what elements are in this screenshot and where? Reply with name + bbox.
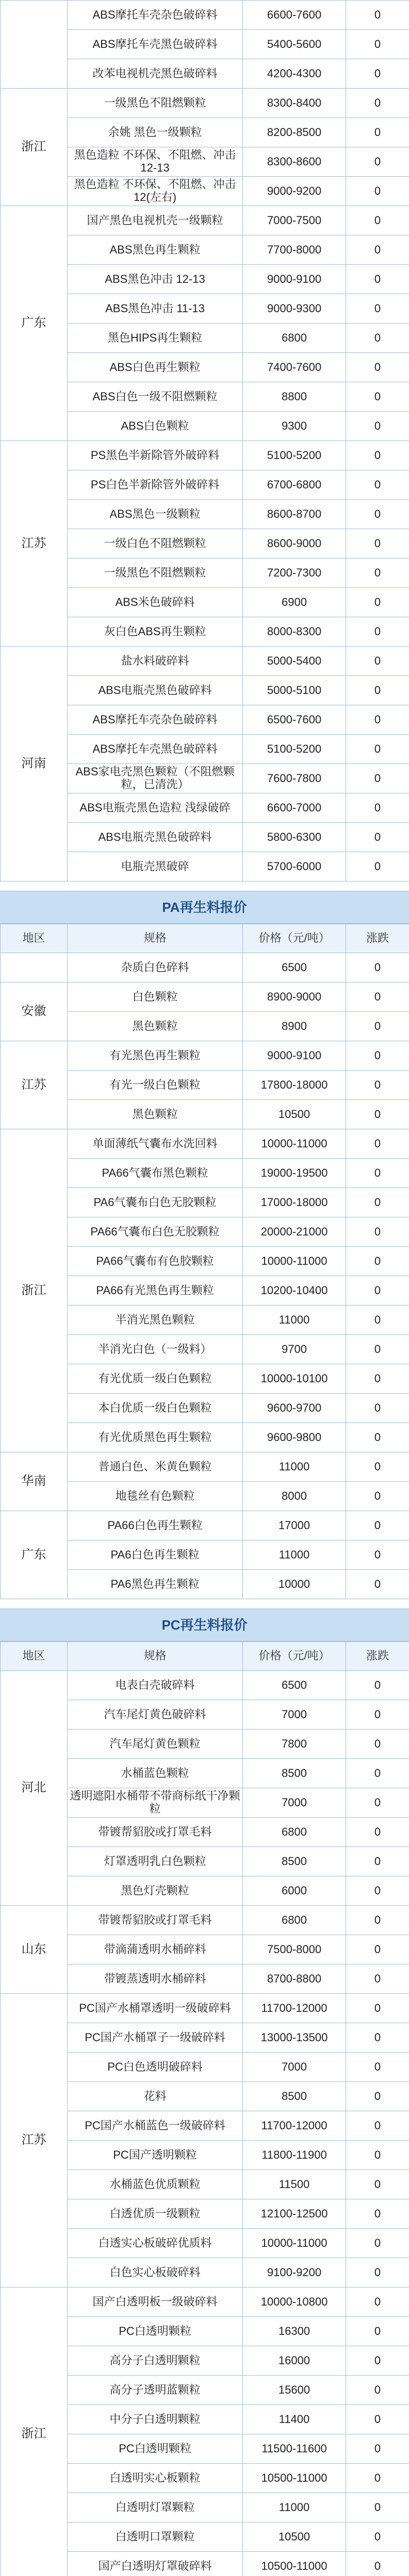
spec-cell: 水桶蓝色颗粒 (68, 1759, 243, 1788)
price-cell: 8600-8700 (243, 500, 346, 529)
price-cell: 7600-7800 (243, 764, 346, 793)
price-cell: 5100-5200 (243, 441, 346, 470)
header-region: 地区 (1, 924, 68, 953)
spec-cell: PC国产透明颗粒 (68, 2141, 243, 2170)
price-cell: 11700-12000 (243, 1994, 346, 2023)
price-cell: 10500-11000 (243, 2464, 346, 2493)
region-cell: 浙江 (1, 89, 68, 206)
spec-cell: 带镀蒸透明水桶碎料 (68, 1964, 243, 1994)
region-cell (1, 1, 68, 89)
change-cell: 0 (346, 2346, 409, 2376)
spec-cell: PS黑色半新除管外破碎料 (68, 441, 243, 470)
change-cell: 0 (346, 1570, 409, 1599)
spec-cell: 一级黑色不阻燃颗粒 (68, 558, 243, 588)
price-cell: 7000-7500 (243, 206, 346, 235)
change-cell: 0 (346, 500, 409, 529)
price-cell: 10000-10800 (243, 2287, 346, 2317)
spec-cell: 国产白透明板一级破碎料 (68, 2287, 243, 2317)
price-cell: 6900 (243, 588, 346, 617)
change-cell: 0 (346, 1906, 409, 1935)
spec-cell: ABS黑色冲击 12-13 (68, 265, 243, 294)
change-cell: 0 (346, 1394, 409, 1423)
table-row (1, 1, 409, 30)
spec-cell: 中分子白透明颗粒 (68, 2405, 243, 2434)
change-cell: 0 (346, 2522, 409, 2552)
price-cell: 10000-10100 (243, 1364, 346, 1394)
table-row (1, 953, 409, 982)
region-cell: 安徽 (1, 982, 68, 1041)
price-cell: 7000 (243, 2053, 346, 2082)
spec-cell: 有光优质一级白色颗粒 (68, 1364, 243, 1394)
header-change: 涨跌 (346, 1642, 409, 1671)
spec-cell: 汽车尾灯黄色破碎料 (68, 1700, 243, 1730)
change-cell: 0 (346, 294, 409, 324)
spec-cell: 带镀帮貂胶或打罩毛料 (68, 1906, 243, 1935)
section-gap (0, 1599, 409, 1608)
price-cell: 16000 (243, 2346, 346, 2376)
region-cell: 河南 (1, 647, 68, 882)
change-cell: 0 (346, 2082, 409, 2111)
price-cell: 7000 (243, 1788, 346, 1818)
spec-cell: 有光优质黑色再生颗粒 (68, 1423, 243, 1452)
change-cell: 0 (346, 1818, 409, 1847)
price-cell: 20000-21000 (243, 1217, 346, 1247)
price-cell: 8300-8600 (243, 147, 346, 177)
change-cell: 0 (346, 2111, 409, 2141)
spec-cell: 黑色造粒 不环保、不阻燃、冲击12-13 (68, 147, 243, 177)
price-cell: 11000 (243, 1452, 346, 1482)
spec-cell: ABS米色破碎料 (68, 588, 243, 617)
price-cell: 11000 (243, 2493, 346, 2522)
change-cell: 0 (346, 1759, 409, 1788)
spec-cell: ABS黑色一级颗粒 (68, 500, 243, 529)
spec-cell: ABS摩托车壳黑色破碎料 (68, 30, 243, 59)
change-cell: 0 (346, 1247, 409, 1276)
region-cell: 江苏 (1, 1041, 68, 1129)
change-cell: 0 (346, 1335, 409, 1364)
spec-cell: PA66有光黑色再生颗粒 (68, 1276, 243, 1306)
change-cell: 0 (346, 30, 409, 59)
change-cell: 0 (346, 1423, 409, 1452)
region-cell: 广东 (1, 1511, 68, 1599)
spec-cell: PA66气囊布黑色颗粒 (68, 1159, 243, 1188)
change-cell: 0 (346, 735, 409, 764)
change-cell: 0 (346, 59, 409, 89)
change-cell: 0 (346, 1788, 409, 1818)
change-cell: 0 (346, 953, 409, 982)
price-cell: 6500 (243, 1671, 346, 1700)
change-cell: 0 (346, 1671, 409, 1700)
change-cell: 0 (346, 793, 409, 823)
spec-cell: 白透明灯罩颗粒 (68, 2493, 243, 2522)
price-cell: 8500 (243, 1847, 346, 1876)
spec-cell: PC白透明颗粒 (68, 2434, 243, 2464)
table-row (1, 2287, 409, 2317)
region-cell: 山东 (1, 1906, 68, 1994)
section-abs (0, 0, 409, 882)
price-cell: 6800 (243, 1818, 346, 1847)
price-cell: 10000-11000 (243, 1247, 346, 1276)
change-cell: 0 (346, 1041, 409, 1071)
spec-cell: 黑色颗粒 (68, 1100, 243, 1129)
table-row (1, 1041, 409, 1071)
change-cell: 0 (346, 2493, 409, 2522)
spec-cell: PA6黑色再生颗粒 (68, 1570, 243, 1599)
spec-cell: 花料 (68, 2082, 243, 2111)
table-row (1, 441, 409, 470)
change-cell: 0 (346, 1012, 409, 1041)
price-cell: 7500-8000 (243, 1935, 346, 1964)
price-cell: 4200-4300 (243, 59, 346, 89)
change-cell: 0 (346, 2141, 409, 2170)
price-cell: 6600-7000 (243, 793, 346, 823)
change-cell: 0 (346, 1100, 409, 1129)
price-cell: 6800 (243, 1906, 346, 1935)
spec-cell: 单面薄纸气囊布水洗回料 (68, 1129, 243, 1159)
spec-cell: 高分子白透明颗粒 (68, 2346, 243, 2376)
price-cell: 8300-8400 (243, 89, 346, 118)
spec-cell: 水桶蓝色优质颗粒 (68, 2170, 243, 2199)
price-cell: 7000 (243, 1700, 346, 1730)
spec-cell: ABS电瓶壳黑色破碎料 (68, 823, 243, 852)
spec-cell: ABS黑色冲击 11-13 (68, 294, 243, 324)
price-cell: 6500 (243, 953, 346, 982)
price-cell: 13000-13500 (243, 2023, 346, 2053)
section-title: PC再生料报价 (0, 1608, 409, 1641)
spec-cell: 带镀帮貂胶或打罩毛料 (68, 1818, 243, 1847)
spec-cell: 黑色颗粒 (68, 1012, 243, 1041)
change-cell: 0 (346, 852, 409, 882)
price-cell: 7200-7300 (243, 558, 346, 588)
price-cell: 8500 (243, 2082, 346, 2111)
region-cell: 浙江 (1, 1129, 68, 1452)
price-cell: 17800-18000 (243, 1071, 346, 1100)
table-row (1, 1906, 409, 1935)
spec-cell: 地毯丝有色颗粒 (68, 1482, 243, 1511)
price-cell: 10500-11000 (243, 2552, 346, 2576)
change-cell: 0 (346, 823, 409, 852)
price-cell: 8900-9000 (243, 982, 346, 1012)
change-cell: 0 (346, 382, 409, 412)
spec-cell: 白透优质一级颗粒 (68, 2199, 243, 2229)
spec-cell: 白色实心板破碎料 (68, 2258, 243, 2287)
change-cell: 0 (346, 1511, 409, 1540)
header-price: 价格（元/吨） (243, 1642, 346, 1671)
price-table (0, 924, 409, 1599)
spec-cell: PA6白色再生颗粒 (68, 1540, 243, 1570)
price-cell: 8000 (243, 1482, 346, 1511)
spec-cell: ABS白色再生颗粒 (68, 353, 243, 382)
spec-cell: 白透明实心板颗粒 (68, 2464, 243, 2493)
price-cell: 9000-9100 (243, 265, 346, 294)
price-cell: 7400-7600 (243, 353, 346, 382)
spec-cell: 盐水料破碎料 (68, 647, 243, 676)
change-cell: 0 (346, 1482, 409, 1511)
change-cell: 0 (346, 1071, 409, 1100)
change-cell: 0 (346, 1994, 409, 2023)
spec-cell: 改苯电视机壳黑色破碎料 (68, 59, 243, 89)
change-cell: 0 (346, 1540, 409, 1570)
price-cell: 10000-11000 (243, 2229, 346, 2258)
change-cell: 0 (346, 2023, 409, 2053)
price-cell: 9000-9300 (243, 294, 346, 324)
change-cell: 0 (346, 147, 409, 177)
change-cell: 0 (346, 558, 409, 588)
table-row (1, 1671, 409, 1700)
section-title: PA再生料报价 (0, 891, 409, 924)
change-cell: 0 (346, 2229, 409, 2258)
spec-cell: 汽车尾灯黄色颗粒 (68, 1730, 243, 1759)
change-cell: 0 (346, 1364, 409, 1394)
region-cell: 广东 (1, 206, 68, 441)
change-cell: 0 (346, 2053, 409, 2082)
spec-cell: PC国产水桶蓝色一级破碎料 (68, 2111, 243, 2141)
spec-cell: PA6气囊布白色无胶颗粒 (68, 1188, 243, 1217)
change-cell: 0 (346, 235, 409, 265)
price-cell: 9600-9700 (243, 1394, 346, 1423)
change-cell: 0 (346, 265, 409, 294)
price-cell: 17000 (243, 1511, 346, 1540)
change-cell: 0 (346, 1188, 409, 1217)
spec-cell: ABS摩托车壳黑色破碎料 (68, 735, 243, 764)
change-cell: 0 (346, 1306, 409, 1335)
price-cell: 8800 (243, 382, 346, 412)
spec-cell: 黑色造粒 不环保、不阻燃、冲击12(左右) (68, 177, 243, 206)
header-spec: 规格 (68, 1642, 243, 1671)
spec-cell: PC国产水桶罩子一级破碎料 (68, 2023, 243, 2053)
spec-cell: 透明遮阳水桶带不带商标纸干净颗粒 (68, 1788, 243, 1818)
price-cell: 7700-8000 (243, 235, 346, 265)
spec-cell: ABS摩托车壳杂色破碎料 (68, 1, 243, 30)
spec-cell: PS白色半新除管外破碎料 (68, 470, 243, 500)
spec-cell: 普通白色、米黄色颗粒 (68, 1452, 243, 1482)
price-cell: 11000 (243, 1540, 346, 1570)
change-cell: 0 (346, 2317, 409, 2346)
price-cell: 6500-7600 (243, 705, 346, 735)
price-cell: 9700 (243, 1335, 346, 1364)
price-cell: 10000-11000 (243, 1129, 346, 1159)
region-cell: 江苏 (1, 1994, 68, 2287)
spec-cell: 国产黑色电视机壳一级颗粒 (68, 206, 243, 235)
spec-cell: ABS白色一级不阻燃颗粒 (68, 382, 243, 412)
change-cell: 0 (346, 177, 409, 206)
price-cell: 6800 (243, 324, 346, 353)
spec-cell: 黑色HIPS再生颗粒 (68, 324, 243, 353)
change-cell: 0 (346, 2434, 409, 2464)
table-row (1, 1994, 409, 2023)
spec-cell: 本白优质一级白色颗粒 (68, 1394, 243, 1423)
spec-cell: 白透明口罩颗粒 (68, 2522, 243, 2552)
section-pa (0, 891, 409, 1599)
region-cell: 河北 (1, 1671, 68, 1906)
price-cell: 5700-6000 (243, 852, 346, 882)
change-cell: 0 (346, 1452, 409, 1482)
spec-cell: 高分子透明蓝颗粒 (68, 2376, 243, 2405)
price-cell: 8900 (243, 1012, 346, 1041)
price-cell: 10000 (243, 1570, 346, 1599)
price-cell: 12100-12500 (243, 2199, 346, 2229)
spec-cell: 一级黑色不阻燃颗粒 (68, 89, 243, 118)
spec-cell: 电表白壳破碎料 (68, 1671, 243, 1700)
region-cell: 江苏 (1, 441, 68, 647)
change-cell: 0 (346, 1159, 409, 1188)
change-cell: 0 (346, 1276, 409, 1306)
price-cell: 11800-11900 (243, 2141, 346, 2170)
table-header-row (1, 924, 409, 953)
change-cell: 0 (346, 2170, 409, 2199)
change-cell: 0 (346, 412, 409, 441)
price-cell: 5000-5100 (243, 676, 346, 705)
price-cell: 8700-8800 (243, 1964, 346, 1994)
price-cell: 6700-6800 (243, 470, 346, 500)
region-cell: 华南 (1, 1452, 68, 1511)
change-cell: 0 (346, 89, 409, 118)
header-spec: 规格 (68, 924, 243, 953)
change-cell: 0 (346, 647, 409, 676)
spec-cell: ABS白色颗粒 (68, 412, 243, 441)
change-cell: 0 (346, 1730, 409, 1759)
price-cell: 10500 (243, 2522, 346, 2552)
change-cell: 0 (346, 206, 409, 235)
price-cell: 7800 (243, 1730, 346, 1759)
region-cell: 浙江 (1, 2287, 68, 2576)
spec-cell: 有光黑色再生颗粒 (68, 1041, 243, 1071)
spec-cell: ABS电瓶壳黑色破碎料 (68, 676, 243, 705)
price-cell: 11500 (243, 2170, 346, 2199)
change-cell: 0 (346, 529, 409, 558)
spec-cell: 有光一级白色颗粒 (68, 1071, 243, 1100)
change-cell: 0 (346, 2552, 409, 2576)
change-cell: 0 (346, 1217, 409, 1247)
price-table (0, 1641, 409, 2576)
table-row (1, 89, 409, 118)
spec-cell: 一级白色不阻燃颗粒 (68, 529, 243, 558)
change-cell: 0 (346, 1, 409, 30)
spec-cell: PA66气囊布有色胶颗粒 (68, 1247, 243, 1276)
section-gap (0, 882, 409, 891)
change-cell: 0 (346, 1876, 409, 1906)
price-cell: 11000 (243, 1306, 346, 1335)
spec-cell: 白透实心板破碎优质料 (68, 2229, 243, 2258)
change-cell: 0 (346, 1847, 409, 1876)
change-cell: 0 (346, 1935, 409, 1964)
price-cell: 10200-10400 (243, 1276, 346, 1306)
change-cell: 0 (346, 1700, 409, 1730)
price-cell: 11400 (243, 2405, 346, 2434)
table-row (1, 1511, 409, 1540)
price-cell: 9000-9200 (243, 177, 346, 206)
price-cell: 9100-9200 (243, 2258, 346, 2287)
change-cell: 0 (346, 324, 409, 353)
change-cell: 0 (346, 118, 409, 147)
section-pc (0, 1608, 409, 2576)
change-cell: 0 (346, 617, 409, 647)
spec-cell: ABS黑色再生颗粒 (68, 235, 243, 265)
spec-cell: 带滴蒲透明水桶碎料 (68, 1935, 243, 1964)
price-cell: 8200-8500 (243, 118, 346, 147)
price-cell: 10500 (243, 1100, 346, 1129)
change-cell: 0 (346, 705, 409, 735)
table-row (1, 206, 409, 235)
spec-cell: PA66白色再生颗粒 (68, 1511, 243, 1540)
price-cell: 9000-9100 (243, 1041, 346, 1071)
change-cell: 0 (346, 2464, 409, 2493)
change-cell: 0 (346, 353, 409, 382)
spec-cell: ABS电瓶壳黑色造粒 浅绿破碎 (68, 793, 243, 823)
spec-cell: PA66气囊布白色无胶颗粒 (68, 1217, 243, 1247)
header-region: 地区 (1, 1642, 68, 1671)
price-cell: 6000 (243, 1876, 346, 1906)
table-header-row (1, 1642, 409, 1671)
change-cell: 0 (346, 982, 409, 1012)
price-cell: 15600 (243, 2376, 346, 2405)
spec-cell: PC国产水桶罩透明一级破碎料 (68, 1994, 243, 2023)
change-cell: 0 (346, 2376, 409, 2405)
price-cell: 6600-7600 (243, 1, 346, 30)
spec-cell: 国产白透明灯罩破碎料 (68, 2552, 243, 2576)
spec-cell: 半消光白色（一级料） (68, 1335, 243, 1364)
change-cell: 0 (346, 1964, 409, 1994)
table-row (1, 647, 409, 676)
table-row (1, 982, 409, 1012)
change-cell: 0 (346, 2199, 409, 2229)
spec-cell: 电瓶壳黑破碎 (68, 852, 243, 882)
table-row (1, 1452, 409, 1482)
change-cell: 0 (346, 764, 409, 793)
spec-cell: 黑色灯壳颗粒 (68, 1876, 243, 1906)
price-cell: 9600-9800 (243, 1423, 346, 1452)
price-cell: 19000-19500 (243, 1159, 346, 1188)
spec-cell: PC白色透明破碎料 (68, 2053, 243, 2082)
change-cell: 0 (346, 2405, 409, 2434)
price-cell: 17000-18000 (243, 1188, 346, 1217)
spec-cell: 半消光黑色颗粒 (68, 1306, 243, 1335)
change-cell: 0 (346, 441, 409, 470)
price-table (0, 0, 409, 882)
header-price: 价格（元/吨） (243, 924, 346, 953)
spec-cell: 灰白色ABS再生颗粒 (68, 617, 243, 647)
change-cell: 0 (346, 1129, 409, 1159)
price-cell: 5000-5400 (243, 647, 346, 676)
price-cell: 16300 (243, 2317, 346, 2346)
change-cell: 0 (346, 588, 409, 617)
price-cell: 5100-5200 (243, 735, 346, 764)
price-cell: 8500 (243, 1759, 346, 1788)
spec-cell: ABS家电壳黑色颗粒（不阻燃颗粒，已清洗） (68, 764, 243, 793)
price-cell: 9300 (243, 412, 346, 441)
spec-cell: PC白透明颗粒 (68, 2317, 243, 2346)
price-cell: 5800-6300 (243, 823, 346, 852)
change-cell: 0 (346, 2287, 409, 2317)
price-cell: 5400-5600 (243, 30, 346, 59)
spec-cell: 余姚 黑色一级颗粒 (68, 118, 243, 147)
change-cell: 0 (346, 676, 409, 705)
header-change: 涨跌 (346, 924, 409, 953)
change-cell: 0 (346, 470, 409, 500)
table-row (1, 1129, 409, 1159)
price-cell: 11700-12000 (243, 2111, 346, 2141)
change-cell: 0 (346, 2258, 409, 2287)
price-cell: 8600-9000 (243, 529, 346, 558)
spec-cell: 白色颗粒 (68, 982, 243, 1012)
spec-cell: 灯罩透明乳白色颗粒 (68, 1847, 243, 1876)
spec-cell: 杂质白色碎料 (68, 953, 243, 982)
region-cell (1, 953, 68, 982)
spec-cell: ABS摩托车壳杂色破碎料 (68, 705, 243, 735)
price-cell: 8000-8300 (243, 617, 346, 647)
price-cell: 11500-11600 (243, 2434, 346, 2464)
